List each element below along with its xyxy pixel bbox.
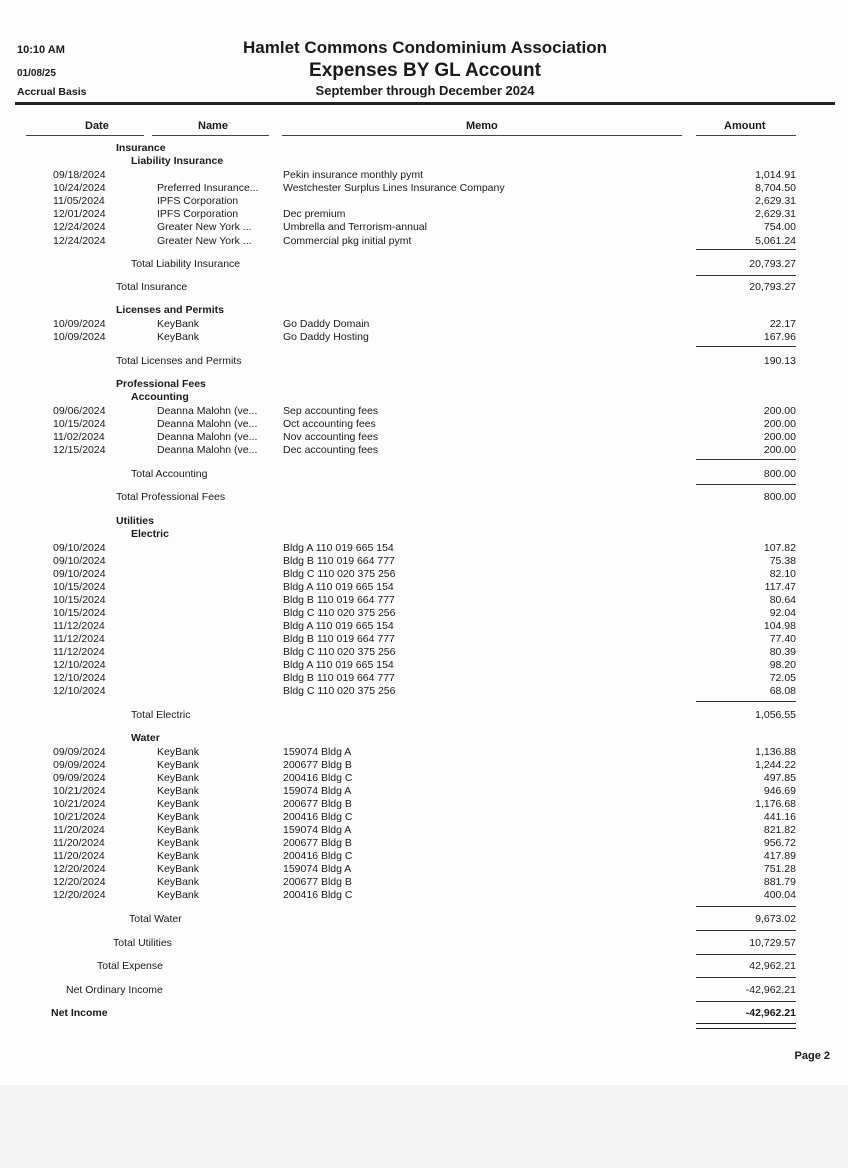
transaction-row xyxy=(0,659,848,672)
transaction-amount: 1,176.68 xyxy=(755,797,796,810)
transaction-amount: 956.72 xyxy=(763,836,796,849)
transaction-memo: 159074 Bldg A xyxy=(283,823,352,836)
transaction-row xyxy=(0,824,848,837)
total-amount: 20,793.27 xyxy=(749,281,796,293)
transaction-amount: 107.82 xyxy=(763,542,796,554)
transaction-name: KeyBank xyxy=(157,888,200,901)
transaction-date: 12/24/2024 xyxy=(53,234,106,247)
transaction-date: 09/10/2024 xyxy=(53,555,106,567)
transaction-date: 12/01/2024 xyxy=(53,208,106,221)
report-title: Expenses BY GL Account xyxy=(309,60,541,81)
organization-name: Hamlet Commons Condominium Association xyxy=(243,38,607,57)
transaction-name: KeyBank xyxy=(157,836,200,849)
subtotal-rule xyxy=(696,249,796,250)
transaction-row xyxy=(0,221,848,234)
transaction-date: 11/12/2024 xyxy=(53,619,105,632)
transaction-amount: 751.28 xyxy=(763,862,796,875)
page-number: Page 2 xyxy=(794,1050,830,1062)
transaction-amount: 77.40 xyxy=(769,632,796,645)
transaction-name: KeyBank xyxy=(157,759,200,771)
subsection-label: Liability Insurance xyxy=(131,155,224,167)
transaction-amount: 75.38 xyxy=(769,555,796,567)
transaction-row xyxy=(0,555,848,568)
transaction-name: KeyBank xyxy=(157,784,200,797)
transaction-row xyxy=(0,208,848,221)
subsection-label: Accounting xyxy=(131,391,189,403)
transaction-memo: Bldg B 110 019 664 777 xyxy=(283,555,395,567)
transaction-date: 09/09/2024 xyxy=(53,759,106,771)
transaction-memo: Dec accounting fees xyxy=(283,444,379,457)
subsection-heading xyxy=(0,391,848,404)
transaction-name: KeyBank xyxy=(157,823,200,836)
transaction-row xyxy=(0,235,848,248)
section-label: Licenses and Permits xyxy=(116,304,224,316)
total-expense-amount: 42,962.21 xyxy=(749,960,796,972)
total-label: Total Licenses and Permits xyxy=(116,355,242,367)
transaction-amount: 72.05 xyxy=(769,671,796,684)
transaction-memo: 200677 Bldg B xyxy=(283,797,352,810)
transaction-name: Greater New York ... xyxy=(157,234,252,247)
transaction-date: 10/21/2024 xyxy=(53,784,106,797)
transaction-amount: 1,244.22 xyxy=(755,759,796,771)
double-rule xyxy=(696,1023,796,1029)
transaction-amount: 200.00 xyxy=(763,418,796,431)
transaction-amount: 497.85 xyxy=(763,771,796,784)
subtotal-rule xyxy=(696,459,796,460)
transaction-date: 12/10/2024 xyxy=(53,684,106,697)
transaction-memo: Dec premium xyxy=(283,208,346,221)
transaction-amount: 200.00 xyxy=(763,431,796,444)
transaction-amount: 22.17 xyxy=(769,318,796,330)
transaction-name: Deanna Malohn (ve... xyxy=(157,444,258,457)
transaction-memo: Go Daddy Hosting xyxy=(283,331,369,344)
transaction-date: 11/02/2024 xyxy=(53,431,105,444)
subtotal-rule xyxy=(696,346,796,347)
transaction-amount: 167.96 xyxy=(763,331,796,344)
subsection-heading xyxy=(0,155,848,168)
subtotal-rule xyxy=(696,701,796,702)
transaction-memo: Bldg B 110 019 664 777 xyxy=(283,593,395,606)
transaction-row xyxy=(0,850,848,863)
transaction-row xyxy=(0,195,848,208)
subtotal-row xyxy=(0,912,848,926)
section-heading xyxy=(0,304,848,317)
transaction-amount: 821.82 xyxy=(763,823,796,836)
transaction-row xyxy=(0,646,848,659)
column-rule xyxy=(26,135,144,136)
transaction-date: 10/24/2024 xyxy=(53,182,106,195)
subtotal-row xyxy=(0,467,848,481)
report-date: 01/08/25 xyxy=(17,68,56,79)
report-basis: Accrual Basis xyxy=(17,86,87,98)
transaction-name: KeyBank xyxy=(157,331,200,344)
subsection-label: Water xyxy=(131,732,160,744)
total-amount: 10,729.57 xyxy=(749,937,796,949)
subsection-label: Electric xyxy=(131,528,169,540)
transaction-name: KeyBank xyxy=(157,810,200,823)
subtotal-label: Total Liability Insurance xyxy=(131,258,241,270)
transaction-name: Deanna Malohn (ve... xyxy=(157,431,258,444)
net-ordinary-income-label: Net Ordinary Income xyxy=(66,984,163,996)
subtotal-rule xyxy=(696,275,796,276)
transaction-date: 09/18/2024 xyxy=(53,169,106,181)
subtotal-rule xyxy=(696,930,796,931)
section-label: Utilities xyxy=(116,515,154,527)
transaction-row xyxy=(0,798,848,811)
subsection-heading xyxy=(0,528,848,541)
transaction-name: KeyBank xyxy=(157,849,200,862)
subtotal-row xyxy=(0,708,848,722)
transaction-memo: Pekin insurance monthly pymt xyxy=(283,169,424,181)
transaction-row xyxy=(0,431,848,444)
transaction-memo: Bldg A 110 019 665 154 xyxy=(283,542,394,554)
subtotal-label: Total Accounting xyxy=(131,468,208,480)
subtotal-amount: 800.00 xyxy=(763,468,796,480)
total-row xyxy=(0,280,848,294)
transaction-memo: 200677 Bldg B xyxy=(283,875,352,888)
transaction-date: 12/10/2024 xyxy=(53,658,106,671)
transaction-memo: Go Daddy Domain xyxy=(283,318,370,330)
column-header-amount: Amount xyxy=(724,120,766,132)
transaction-row xyxy=(0,405,848,418)
transaction-amount: 104.98 xyxy=(763,619,796,632)
report-time: 10:10 AM xyxy=(17,44,65,56)
transaction-name: Deanna Malohn (ve... xyxy=(157,418,258,431)
transaction-memo: Bldg A 110 019 665 154 xyxy=(283,619,394,632)
transaction-amount: 441.16 xyxy=(763,810,796,823)
transaction-date: 12/15/2024 xyxy=(53,444,106,457)
transaction-memo: 200677 Bldg B xyxy=(283,759,352,771)
transaction-name: Preferred Insurance... xyxy=(157,182,259,195)
transaction-row xyxy=(0,318,848,331)
transaction-amount: 117.47 xyxy=(764,580,796,593)
transaction-name: KeyBank xyxy=(157,875,200,888)
transaction-memo: Bldg C 110 020 375 256 xyxy=(283,684,396,697)
transaction-row xyxy=(0,444,848,457)
transaction-amount: 417.89 xyxy=(763,849,796,862)
subtotal-rule xyxy=(696,484,796,485)
transaction-amount: 80.64 xyxy=(769,593,796,606)
transaction-memo: Bldg C 110 020 375 256 xyxy=(283,567,396,580)
transaction-row xyxy=(0,607,848,620)
transaction-amount: 1,136.88 xyxy=(755,746,796,758)
transaction-row xyxy=(0,542,848,555)
transaction-name: Greater New York ... xyxy=(157,221,252,234)
transaction-memo: Bldg B 110 019 664 777 xyxy=(283,632,395,645)
subtotal-row xyxy=(0,257,848,271)
transaction-row xyxy=(0,182,848,195)
section-heading xyxy=(0,515,848,528)
transaction-date: 12/20/2024 xyxy=(53,875,106,888)
transaction-date: 09/10/2024 xyxy=(53,567,106,580)
transaction-memo: Bldg A 110 019 665 154 xyxy=(283,580,394,593)
transaction-memo: Bldg C 110 020 375 256 xyxy=(283,645,396,658)
total-expense-label: Total Expense xyxy=(97,960,163,972)
transaction-row xyxy=(0,837,848,850)
subtotal-rule xyxy=(696,906,796,907)
subtotal-rule xyxy=(696,977,796,978)
report-date-range: September through December 2024 xyxy=(315,83,535,98)
subtotal-rule xyxy=(696,954,796,955)
transaction-row xyxy=(0,331,848,344)
transaction-date: 09/09/2024 xyxy=(53,746,106,758)
transaction-memo: Bldg C 110 020 375 256 xyxy=(283,606,396,619)
transaction-amount: 2,629.31 xyxy=(755,208,796,221)
transaction-row xyxy=(0,863,848,876)
total-label: Total Utilities xyxy=(113,937,172,949)
transaction-name: KeyBank xyxy=(157,771,200,784)
section-label: Insurance xyxy=(116,142,166,154)
column-header-name: Name xyxy=(198,120,228,132)
net-ordinary-income-amount: -42,962.21 xyxy=(745,984,796,996)
transaction-date: 11/20/2024 xyxy=(53,849,105,862)
transaction-amount: 946.69 xyxy=(763,784,796,797)
transaction-row xyxy=(0,785,848,798)
total-amount: 800.00 xyxy=(763,491,796,503)
transaction-memo: 200416 Bldg C xyxy=(283,849,353,862)
transaction-amount: 200.00 xyxy=(763,444,796,457)
header-rule xyxy=(15,102,835,105)
transaction-row xyxy=(0,169,848,182)
transaction-memo: 200416 Bldg C xyxy=(283,771,353,784)
transaction-row xyxy=(0,568,848,581)
net-income-row xyxy=(0,1006,848,1020)
transaction-date: 10/21/2024 xyxy=(53,810,106,823)
transaction-row xyxy=(0,685,848,698)
transaction-date: 11/20/2024 xyxy=(53,823,105,836)
transaction-date: 10/09/2024 xyxy=(53,318,106,330)
transaction-date: 10/15/2024 xyxy=(53,606,106,619)
transaction-amount: 68.08 xyxy=(769,684,796,697)
transaction-date: 09/10/2024 xyxy=(53,542,106,554)
transaction-name: Deanna Malohn (ve... xyxy=(157,405,258,417)
transaction-name: KeyBank xyxy=(157,746,200,758)
transaction-name: IPFS Corporation xyxy=(157,195,239,208)
transaction-memo: 200416 Bldg C xyxy=(283,810,353,823)
transaction-amount: 92.04 xyxy=(769,606,796,619)
transaction-memo: 200416 Bldg C xyxy=(283,888,353,901)
total-label: Total Insurance xyxy=(116,281,188,293)
transaction-date: 11/12/2024 xyxy=(53,632,105,645)
transaction-date: 12/20/2024 xyxy=(53,862,106,875)
transaction-name: KeyBank xyxy=(157,318,200,330)
transaction-name: KeyBank xyxy=(157,797,200,810)
transaction-memo: Commercial pkg initial pymt xyxy=(283,234,412,247)
net-income-label: Net Income xyxy=(51,1007,108,1019)
transaction-memo: 200677 Bldg B xyxy=(283,836,352,849)
transaction-amount: 2,629.31 xyxy=(755,195,796,208)
transaction-date: 10/15/2024 xyxy=(53,580,106,593)
transaction-name: KeyBank xyxy=(157,862,200,875)
total-row xyxy=(0,936,848,950)
transaction-row xyxy=(0,633,848,646)
net-income-amount: -42,962.21 xyxy=(745,1007,796,1019)
subtotal-amount: 1,056.55 xyxy=(755,709,796,721)
transaction-date: 10/09/2024 xyxy=(53,331,106,344)
transaction-date: 11/05/2024 xyxy=(53,195,105,208)
net-ordinary-income-row xyxy=(0,983,848,997)
transaction-date: 10/21/2024 xyxy=(53,797,106,810)
transaction-memo: Bldg B 110 019 664 777 xyxy=(283,671,395,684)
transaction-date: 11/12/2024 xyxy=(53,645,105,658)
transaction-amount: 5,061.24 xyxy=(755,234,796,247)
section-heading xyxy=(0,378,848,391)
transaction-row xyxy=(0,811,848,824)
column-rule xyxy=(282,135,682,136)
total-row xyxy=(0,354,848,368)
total-amount: 190.13 xyxy=(763,355,796,367)
transaction-amount: 754.00 xyxy=(763,221,796,234)
transaction-memo: Umbrella and Terrorism-annual xyxy=(283,221,427,234)
transaction-amount: 82.10 xyxy=(769,567,796,580)
transaction-amount: 80.39 xyxy=(769,645,796,658)
subtotal-amount: 9,673.02 xyxy=(755,913,796,925)
transaction-memo: 159074 Bldg A xyxy=(283,784,352,797)
column-rule xyxy=(696,135,796,136)
transaction-row xyxy=(0,594,848,607)
transaction-memo: Sep accounting fees xyxy=(283,405,379,417)
transaction-amount: 881.79 xyxy=(763,875,796,888)
subtotal-label: Total Electric xyxy=(131,709,191,721)
transaction-row xyxy=(0,620,848,633)
transaction-row xyxy=(0,772,848,785)
section-heading xyxy=(0,142,848,155)
transaction-row xyxy=(0,876,848,889)
transaction-date: 09/06/2024 xyxy=(53,405,106,417)
transaction-memo: Westchester Surplus Lines Insurance Company xyxy=(283,182,505,195)
total-expense-row xyxy=(0,959,848,973)
transaction-row xyxy=(0,581,848,594)
transaction-date: 11/20/2024 xyxy=(53,836,105,849)
transaction-memo: Nov accounting fees xyxy=(283,431,379,444)
transaction-date: 10/15/2024 xyxy=(53,418,106,431)
column-header-memo: Memo xyxy=(466,120,498,132)
subtotal-amount: 20,793.27 xyxy=(749,258,796,270)
transaction-date: 10/15/2024 xyxy=(53,593,106,606)
transaction-amount: 1,014.91 xyxy=(755,169,796,181)
transaction-date: 12/20/2024 xyxy=(53,888,106,901)
transaction-row xyxy=(0,418,848,431)
transaction-amount: 200.00 xyxy=(763,405,796,417)
transaction-amount: 400.04 xyxy=(763,888,796,901)
total-row xyxy=(0,490,848,504)
transaction-date: 09/09/2024 xyxy=(53,771,106,784)
subsection-heading xyxy=(0,732,848,745)
transaction-date: 12/10/2024 xyxy=(53,671,106,684)
transaction-row xyxy=(0,889,848,902)
transaction-date: 12/24/2024 xyxy=(53,221,106,234)
total-label: Total Professional Fees xyxy=(116,491,226,503)
transaction-name: IPFS Corporation xyxy=(157,208,239,221)
transaction-amount: 98.20 xyxy=(769,658,796,671)
transaction-row xyxy=(0,746,848,759)
column-rule xyxy=(152,135,269,136)
transaction-row xyxy=(0,672,848,685)
transaction-row xyxy=(0,759,848,772)
subtotal-label: Total Water xyxy=(129,913,182,925)
transaction-memo: 159074 Bldg A xyxy=(283,746,352,758)
column-header-date: Date xyxy=(85,120,109,132)
transaction-memo: Bldg A 110 019 665 154 xyxy=(283,658,394,671)
section-label: Professional Fees xyxy=(116,378,206,390)
subtotal-rule xyxy=(696,1001,796,1002)
transaction-memo: 159074 Bldg A xyxy=(283,862,352,875)
page-margin xyxy=(0,1085,848,1168)
transaction-amount: 8,704.50 xyxy=(755,182,796,195)
transaction-memo: Oct accounting fees xyxy=(283,418,376,431)
